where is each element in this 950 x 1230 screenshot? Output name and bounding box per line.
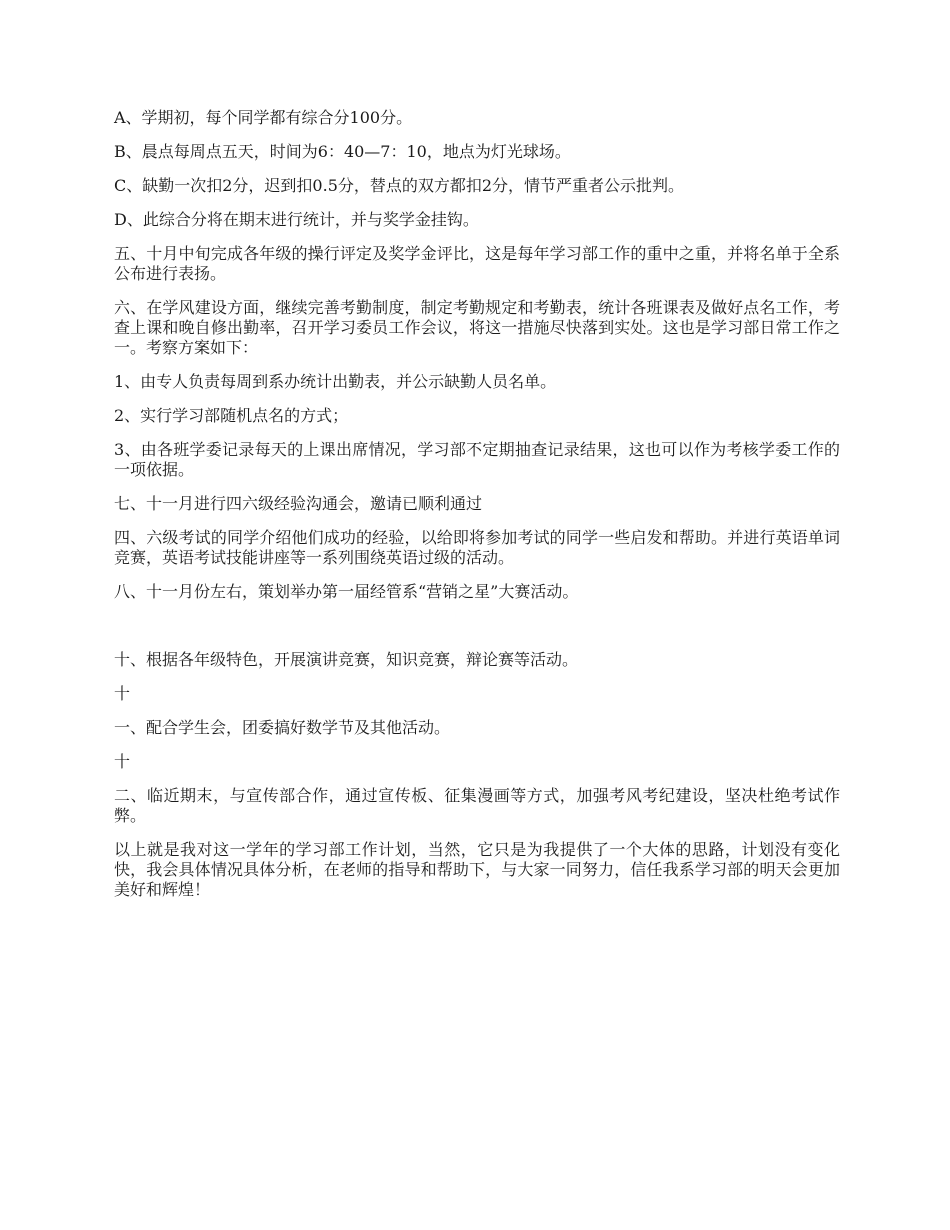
paragraph-section-12: 二、临近期末，与宣传部合作，通过宣传板、征集漫画等方式，加强考风考纪建设，坚决杜绝考试作弊。 — [114, 786, 840, 825]
paragraph-c: C、缺勤一次扣2分，迟到扣0.5分，替点的双方都扣2分，情节严重者公示批判。 — [114, 176, 685, 195]
paragraph-item-1: 1、由专人负责每周到系办统计出勤表，并公示缺勤人员名单。 — [114, 372, 557, 391]
paragraph-ten-heading-a: 十 — [114, 684, 131, 703]
paragraph-item-3: 3、由各班学委记录每天的上课出席情况，学习部不定期抽查记录结果，这也可以作为考核学委工作的一项依据。 — [114, 440, 840, 479]
paragraph-ten-heading-b: 十 — [114, 752, 131, 771]
paragraph-a: A、学期初，每个同学都有综合分100分。 — [114, 108, 413, 127]
paragraph-section-6: 六、在学风建设方面，继续完善考勤制度，制定考勤规定和考勤表，统计各班课表及做好点名工作，考查上课和晚自修出勤率，召开学习委员工作会议，将这一措施尽快落到实处。这也是学习部日常工作之一。考察方案如下： — [114, 298, 840, 357]
paragraph-d: D、此综合分将在期末进行统计，并与奖学金挂钩。 — [114, 210, 479, 229]
paragraph-item-2: 2、实行学习部随机点名的方式； — [114, 406, 349, 425]
paragraph-conclusion: 以上就是我对这一学年的学习部工作计划，当然，它只是为我提供了一个大体的思路，计划没有变化快，我会具体情况具体分析，在老师的指导和帮助下，与大家一同努力，信任我系学习部的明天会更加美好和辉煌！ — [114, 840, 840, 899]
paragraph-section-8: 八、十一月份左右，策划举办第一届经管系“营销之星”大赛活动。 — [114, 582, 579, 601]
blank-gap — [114, 616, 840, 650]
paragraph-section-11: 一、配合学生会，团委搞好数学节及其他活动。 — [114, 718, 451, 737]
paragraph-section-5: 五、十月中旬完成各年级的操行评定及奖学金评比，这是每年学习部工作的重中之重，并将名单于全系公布进行表扬。 — [114, 244, 840, 283]
paragraph-section-10: 十、根据各年级特色，开展演讲竞赛，知识竞赛，辩论赛等活动。 — [114, 650, 579, 669]
paragraph-section-4-cont: 四、六级考试的同学介绍他们成功的经验，以给即将参加考试的同学一些启发和帮助。并进行英语单词竞赛，英语考试技能讲座等一系列围绕英语过级的活动。 — [114, 528, 840, 567]
paragraph-section-7: 七、十一月进行四六级经验沟通会，邀请已顺利通过 — [114, 494, 483, 513]
document-page — [114, 108, 840, 914]
paragraph-b: B、晨点每周点五天，时间为6：40—7：10，地点为灯光球场。 — [114, 142, 571, 161]
